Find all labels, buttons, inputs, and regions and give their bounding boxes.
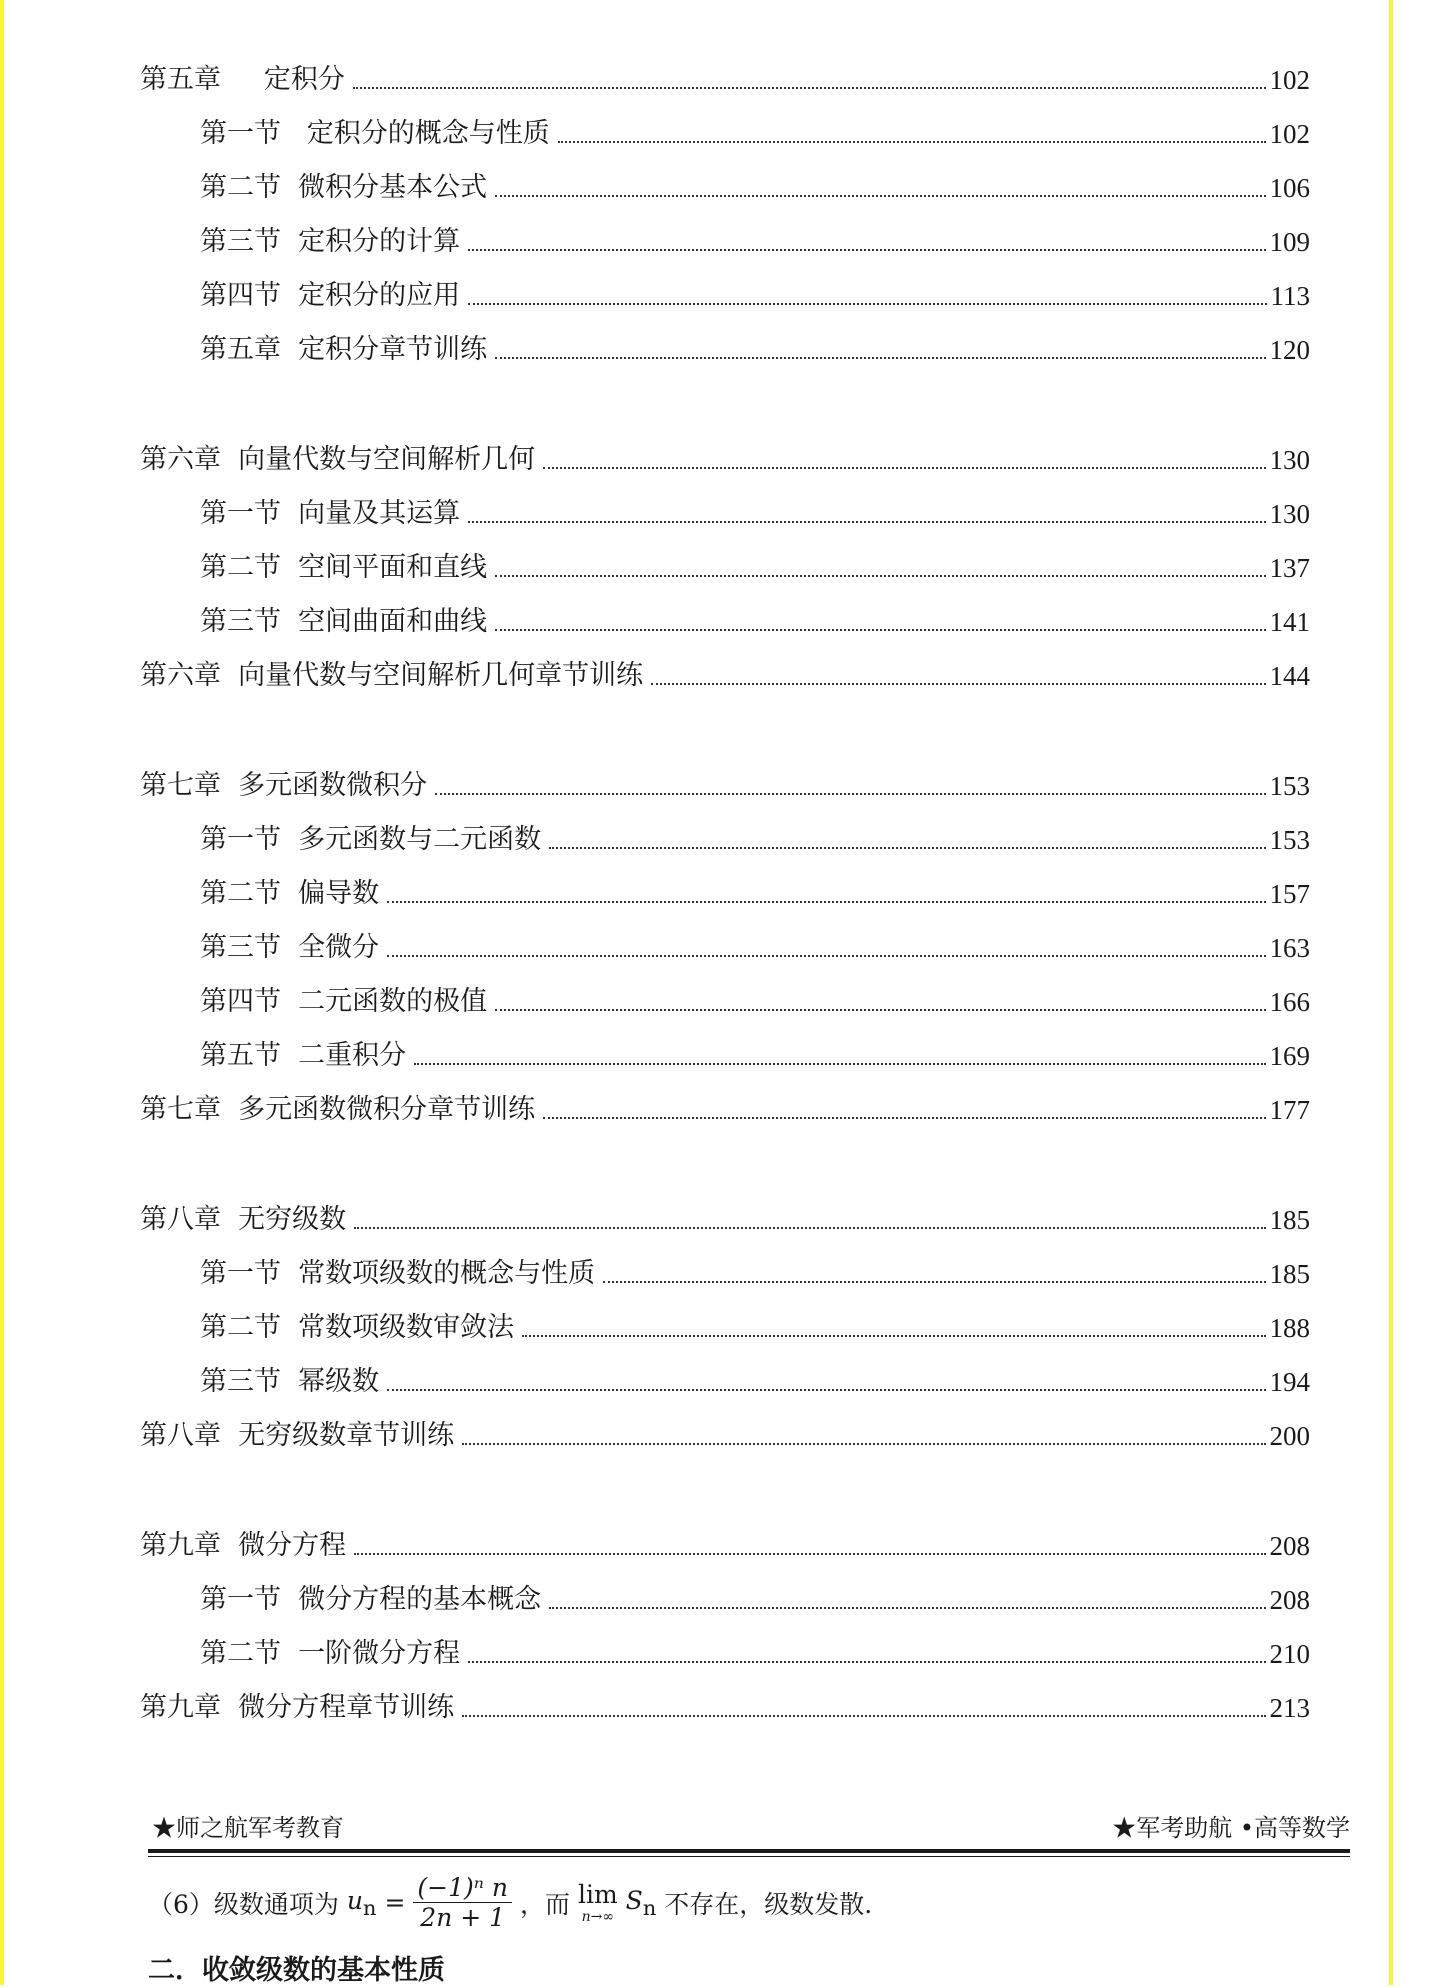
toc-entry-page: 130 [1269,498,1310,529]
toc-entry-title: 第一节 定积分的概念与性质 [200,117,550,149]
toc-entry-page: 169 [1269,1040,1310,1071]
toc-entry-page: 166 [1269,986,1310,1017]
publisher-label: ★师之航军考教育 [152,1814,344,1842]
toc-entry-page: 102 [1269,64,1310,95]
toc-entry-page: 102 [1269,118,1310,149]
toc-entry-title: 第三节 幂级数 [200,1365,380,1397]
toc-entry-title: 第八章 无穷级数 [140,1203,347,1235]
toc-leader-dots [495,195,1265,197]
toc-entry-title: 第七章 多元函数微积分 [140,769,428,801]
toc-entry-page: 144 [1269,660,1310,691]
toc-entry-page: 106 [1269,172,1310,203]
toc-entry[interactable] [200,1026,1310,1072]
toc-leader-dots [387,901,1265,903]
toc-leader-dots [468,521,1265,523]
toc-entry-page: 109 [1269,226,1310,257]
book-title-label: ★军考助航 •高等数学 [1112,1814,1350,1842]
toc-entry-title: 第三节 定积分的计算 [200,225,461,257]
subsection-heading: 二．收敛级数的基本性质 [148,1955,445,1986]
formula-fraction [413,1873,512,1932]
toc-leader-dots [549,1607,1265,1609]
toc-entry-page: 208 [1269,1584,1310,1615]
toc-entry-title: 第八章 无穷级数章节训练 [140,1419,455,1451]
toc-entry-page: 157 [1269,878,1310,909]
toc-leader-dots [522,1335,1265,1337]
fraction-denominator: 2n + 1 [420,1903,506,1932]
toc-entry[interactable] [200,1352,1310,1398]
toc-entry[interactable] [140,1516,1310,1562]
formula-un: $u_n$ [346,1885,377,1920]
toc-leader-dots [603,1281,1265,1283]
toc-entry-title: 第四节 定积分的应用 [200,279,461,311]
toc-entry-title: 第七章 多元函数微积分章节训练 [140,1093,536,1125]
toc-entry[interactable] [200,484,1310,530]
toc-entry[interactable] [200,266,1310,312]
toc-entry-title: 第二节 微积分基本公式 [200,171,488,203]
toc-entry-page: 200 [1269,1420,1310,1451]
toc-entry[interactable] [140,646,1310,692]
formula-equals: = [384,1888,406,1917]
toc-entry-title: 第九章 微分方程 [140,1529,347,1561]
toc-entry-page: 210 [1269,1638,1310,1669]
toc-entry-title: 第五节 二重积分 [200,1039,407,1071]
header-rule-thin [148,1856,1350,1857]
toc-entry-page: 130 [1269,444,1310,475]
toc-entry-page: 185 [1269,1258,1310,1289]
toc-entry-page: 208 [1269,1530,1310,1561]
toc-leader-dots [558,141,1266,143]
page-edge-right [1389,0,1393,1985]
toc-leader-dots [354,1553,1265,1555]
toc-leader-dots [495,575,1265,577]
header-rule-thick [148,1849,1350,1853]
toc-leader-dots [495,629,1265,631]
formula-prefix: （6）级数通项为 [148,1889,339,1919]
toc-entry-title: 第九章 微分方程章节训练 [140,1691,455,1723]
toc-leader-dots [462,1443,1265,1445]
toc-entry-page: 113 [1270,280,1310,311]
toc-entry-page: 153 [1269,824,1310,855]
toc-leader-dots [495,357,1265,359]
toc-leader-dots [468,303,1266,305]
toc-entry-title: 第一节 常数项级数的概念与性质 [200,1257,596,1289]
toc-entry-title: 第二节 一阶微分方程 [200,1637,461,1669]
formula-limit: lim n→∞ [577,1880,618,1925]
toc-entry[interactable] [200,1570,1310,1616]
toc-entry-title: 第二节 常数项级数审敛法 [200,1311,515,1343]
toc-entry-page: 213 [1269,1692,1310,1723]
toc-entry-page: 163 [1269,932,1310,963]
toc-entry[interactable] [200,1298,1310,1344]
toc-entry[interactable] [140,1406,1310,1452]
toc-entry-title: 第一节 向量及其运算 [200,497,461,529]
formula-suffix: 不存在，级数发散. [664,1889,873,1919]
toc-entry-page: 141 [1269,606,1310,637]
toc-entry[interactable] [200,1624,1310,1670]
toc-entry-title: 第一节 微分方程的基本概念 [200,1583,542,1615]
toc-entry-page: 188 [1269,1312,1310,1343]
toc-entry-page: 137 [1269,552,1310,583]
toc-entry[interactable] [200,158,1310,204]
toc-entry-title: 第六章 向量代数与空间解析几何 [140,443,536,475]
toc-entry[interactable] [140,430,1310,476]
toc-leader-dots [468,249,1265,251]
toc-entry[interactable] [200,592,1310,638]
toc-entry[interactable] [200,212,1310,258]
toc-leader-dots [414,1063,1265,1065]
toc-leader-dots [468,1661,1265,1663]
toc-leader-dots [387,955,1265,957]
toc-entry-title: 第二节 偏导数 [200,877,380,909]
toc-entry-title: 第三节 全微分 [200,931,380,963]
toc-leader-dots [435,793,1265,795]
toc-leader-dots [543,1117,1265,1119]
toc-entry[interactable] [200,104,1310,150]
toc-entry[interactable] [200,538,1310,584]
toc-entry[interactable] [140,1080,1310,1126]
toc-leader-dots [353,87,1266,89]
toc-leader-dots [354,1227,1265,1229]
toc-entry-page: 153 [1269,770,1310,801]
formula-middle: ，而 [519,1889,570,1919]
running-header [148,1808,1350,1847]
page-footer [148,1808,1350,1987]
formula-line [148,1873,1350,1932]
toc-entry[interactable] [200,918,1310,964]
toc-entry-page: 177 [1269,1094,1310,1125]
toc-entry-title: 第五章 定积分 [140,63,345,95]
toc-entry-title: 第六章 向量代数与空间解析几何章节训练 [140,659,644,691]
formula-sn: $S_n$ [625,1885,657,1920]
page-edge-left [0,0,4,1985]
toc-leader-dots [462,1715,1265,1717]
fraction-numerator: (−1)ⁿ n [413,1873,512,1903]
toc-leader-dots [651,683,1265,685]
toc-leader-dots [387,1389,1265,1391]
toc-entry[interactable] [200,1244,1310,1290]
toc-entry[interactable] [140,756,1310,802]
toc-entry-page: 120 [1269,334,1310,365]
toc-entry[interactable] [140,1678,1310,1724]
toc-entry-title: 第四节 二元函数的极值 [200,985,488,1017]
toc-entry[interactable] [200,810,1310,856]
toc-entry-title: 第一节 多元函数与二元函数 [200,823,542,855]
toc-entry[interactable] [200,320,1310,366]
toc-entry-page: 194 [1269,1366,1310,1397]
toc-entry-title: 第三节 空间曲面和曲线 [200,605,488,637]
toc-entry[interactable] [140,1190,1310,1236]
toc-leader-dots [495,1009,1265,1011]
toc-entry[interactable] [140,50,1310,96]
toc-entry[interactable] [200,972,1310,1018]
toc-leader-dots [543,467,1265,469]
toc-leader-dots [549,847,1265,849]
toc-entry-page: 185 [1269,1204,1310,1235]
toc-entry-title: 第五章 定积分章节训练 [200,333,488,365]
toc-entry[interactable] [200,864,1310,910]
toc-entry-title: 第二节 空间平面和直线 [200,551,488,583]
